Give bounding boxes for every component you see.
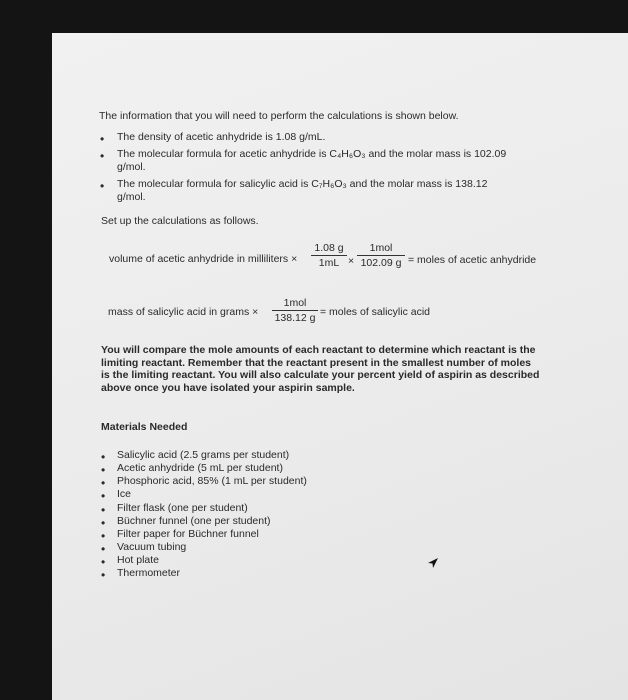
fraction-bar [357, 255, 405, 256]
eq2-fraction-molar [272, 297, 318, 324]
paragraph-line: limiting reactant. Remember that the reactant present in the smallest number of moles [101, 357, 532, 369]
eq2-frac-denominator: 138.12 g [274, 312, 316, 324]
bullet-dot: • [101, 542, 106, 556]
eq1-frac1-denominator: 1mL [318, 257, 340, 269]
eq1-fraction-molar [357, 242, 405, 269]
eq2-frac-numerator: 1mol [283, 297, 307, 309]
list-item: Filter flask (one per student) [117, 502, 248, 514]
bullet-dot: • [100, 132, 105, 146]
intro-text: The information that you will need to perform the calculations is shown below. [99, 110, 459, 122]
bullet-dot: • [101, 503, 106, 517]
anhydride-formula-text: The molecular formula for acetic anhydride is C₄H₆O₃ and the molar mass is 102.09 [117, 148, 507, 160]
eq2-rhs: = moles of salicylic acid [320, 306, 430, 318]
list-item: Vacuum tubing [117, 541, 187, 553]
salicylic-formula-text: The molecular formula for salicylic acid is C₇H₆O₃ and the molar mass is 138.12 [117, 178, 488, 190]
eq1-frac2-denominator: 102.09 g [360, 257, 402, 269]
paragraph-line: is the limiting reactant. You will also calculate your percent yield of aspirin as described [101, 369, 540, 381]
eq1-fraction-density [311, 242, 347, 269]
bullet-dot: • [101, 489, 106, 503]
bullet-dot: • [101, 529, 106, 543]
eq1-lhs: volume of acetic anhydride in milliliters × [109, 253, 298, 265]
bullet-dot: • [101, 463, 106, 477]
setup-text: Set up the calculations as follows. [101, 215, 259, 227]
paragraph-line: You will compare the mole amounts of each reactant to determine which reactant is the [101, 344, 536, 356]
eq1-times: × [348, 255, 355, 267]
eq1-frac1-numerator: 1.08 g [314, 242, 344, 254]
bullet-dot: • [100, 179, 105, 193]
eq1-rhs: = moles of acetic anhydride [408, 254, 537, 266]
bullet-dot: • [101, 555, 106, 569]
salicylic-formula-text-cont: g/mol. [117, 191, 146, 203]
bullet-dot: • [101, 516, 106, 530]
list-item: Acetic anhydride (5 mL per student) [117, 462, 283, 474]
fraction-bar [272, 310, 318, 311]
list-item: Ice [117, 488, 132, 500]
list-item: Büchner funnel (one per student) [117, 515, 271, 527]
list-item: Filter paper for Büchner funnel [117, 528, 259, 540]
fraction-bar [311, 255, 347, 256]
eq2-lhs: mass of salicylic acid in grams × [108, 306, 259, 318]
materials-heading: Materials Needed [101, 421, 188, 433]
bullet-dot: • [101, 476, 106, 490]
list-item: Thermometer [117, 567, 181, 579]
anhydride-formula-text-cont: g/mol. [117, 161, 146, 173]
bullet-dot: • [101, 450, 106, 464]
bullet-dot: • [101, 568, 106, 582]
density-text: The density of acetic anhydride is 1.08 g/mL. [117, 131, 326, 143]
bullet-dot: • [100, 149, 105, 163]
list-item: Phosphoric acid, 85% (1 mL per student) [117, 475, 307, 487]
mouse-pointer-icon [426, 556, 440, 570]
list-item: Salicylic acid (2.5 grams per student) [117, 449, 290, 461]
paragraph-line: above once you have isolated your aspirin sample. [101, 382, 355, 394]
list-item: Hot plate [117, 554, 160, 566]
eq1-frac2-numerator: 1mol [369, 242, 393, 254]
